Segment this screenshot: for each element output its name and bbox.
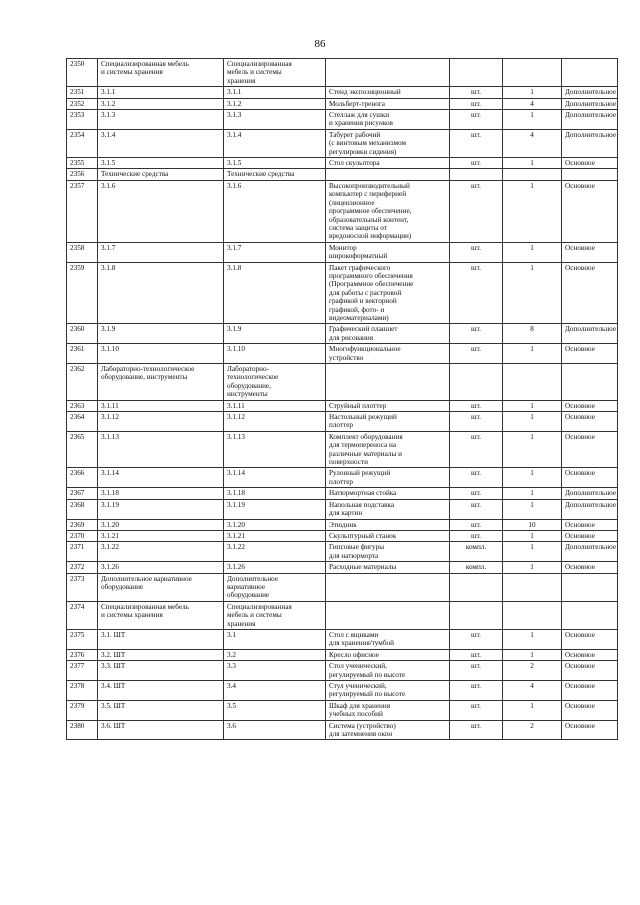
unit-cell: шт. <box>450 488 503 499</box>
equipment-type-cell: Основное <box>562 562 618 573</box>
section-code-cell: 3.1.13 <box>98 431 224 468</box>
section-code-cell: 3.1.19 <box>98 499 224 519</box>
row-number-cell: 2370 <box>67 530 98 541</box>
table-row <box>67 681 618 701</box>
section-code-cell: 3.1.5 <box>98 158 224 169</box>
unit-cell <box>450 364 503 401</box>
row-number-cell: 2353 <box>67 110 98 130</box>
section-code-cell: 3.1.9 <box>98 324 224 344</box>
table-row <box>67 180 618 242</box>
table-row <box>67 519 618 530</box>
quantity-cell: 1 <box>503 344 562 364</box>
item-name-cell: Стол с ящиками для хранения/тумбой <box>326 629 450 649</box>
item-code-cell: 3.1.9 <box>224 324 326 344</box>
table-row <box>67 87 618 98</box>
item-name-cell: Мольберт-тренога <box>326 98 450 109</box>
table-row <box>67 344 618 364</box>
section-code-cell: 3.6. ШТ <box>98 720 224 740</box>
table-row <box>67 530 618 541</box>
equipment-type-cell: Основное <box>562 649 618 660</box>
quantity-cell: 1 <box>503 530 562 541</box>
quantity-cell <box>503 601 562 629</box>
row-number-cell: 2379 <box>67 700 98 720</box>
equipment-type-cell: Дополнительное <box>562 129 618 157</box>
quantity-cell <box>503 364 562 401</box>
table-row <box>67 562 618 573</box>
item-code-cell: Специализированная мебель и системы хранения <box>224 601 326 629</box>
section-code-cell: 3.1.26 <box>98 562 224 573</box>
row-number-cell: 2351 <box>67 87 98 98</box>
unit-cell: шт. <box>450 98 503 109</box>
quantity-cell: 1 <box>503 468 562 488</box>
unit-cell: шт. <box>450 324 503 344</box>
row-number-cell: 2359 <box>67 262 98 324</box>
quantity-cell: 1 <box>503 629 562 649</box>
quantity-cell: 1 <box>503 431 562 468</box>
section-code-cell: Технические средства <box>98 169 224 180</box>
item-code-cell: 3.2 <box>224 649 326 660</box>
row-number-cell: 2356 <box>67 169 98 180</box>
equipment-type-cell <box>562 364 618 401</box>
table-row <box>67 110 618 130</box>
row-number-cell: 2367 <box>67 488 98 499</box>
equipment-table <box>66 58 618 740</box>
table-row <box>67 468 618 488</box>
equipment-type-cell: Основное <box>562 681 618 701</box>
equipment-type-cell: Дополнительное <box>562 87 618 98</box>
quantity-cell: 2 <box>503 661 562 681</box>
equipment-type-cell: Основное <box>562 180 618 242</box>
table-row <box>67 364 618 401</box>
unit-cell: шт. <box>450 629 503 649</box>
item-name-cell: Система (устройство) для затемнения окон <box>326 720 450 740</box>
row-number-cell: 2350 <box>67 59 98 87</box>
item-code-cell: 3.1.22 <box>224 542 326 562</box>
item-name-cell: Скульптурный станок <box>326 530 450 541</box>
table-row <box>67 542 618 562</box>
equipment-type-cell: Основное <box>562 530 618 541</box>
quantity-cell: 4 <box>503 98 562 109</box>
equipment-type-cell: Основное <box>562 242 618 262</box>
item-code-cell: 3.1.26 <box>224 562 326 573</box>
unit-cell: шт. <box>450 87 503 98</box>
equipment-type-cell: Дополнительное <box>562 499 618 519</box>
section-code-cell: 3.1.8 <box>98 262 224 324</box>
item-code-cell: 3.1.3 <box>224 110 326 130</box>
unit-cell <box>450 573 503 601</box>
unit-cell: шт. <box>450 110 503 130</box>
quantity-cell: 4 <box>503 681 562 701</box>
unit-cell: шт. <box>450 344 503 364</box>
row-number-cell: 2369 <box>67 519 98 530</box>
item-code-cell: 3.1.4 <box>224 129 326 157</box>
row-number-cell: 2378 <box>67 681 98 701</box>
item-code-cell: 3.1.8 <box>224 262 326 324</box>
row-number-cell: 2354 <box>67 129 98 157</box>
equipment-type-cell: Основное <box>562 431 618 468</box>
equipment-type-cell: Дополнительное <box>562 324 618 344</box>
item-code-cell: 3.1.1 <box>224 87 326 98</box>
table-row <box>67 700 618 720</box>
table-row <box>67 720 618 740</box>
unit-cell: шт. <box>450 720 503 740</box>
unit-cell: шт. <box>450 519 503 530</box>
item-code-cell: 3.1.20 <box>224 519 326 530</box>
unit-cell: компл. <box>450 562 503 573</box>
table-row <box>67 242 618 262</box>
equipment-type-cell <box>562 601 618 629</box>
section-code-cell: Специализированная мебель и системы хранения <box>98 601 224 629</box>
quantity-cell: 1 <box>503 87 562 98</box>
section-code-cell: Специализированная мебель и системы хранения <box>98 59 224 87</box>
item-name-cell: Стул ученический, регулируемый по высоте <box>326 681 450 701</box>
unit-cell: компл. <box>450 542 503 562</box>
quantity-cell: 10 <box>503 519 562 530</box>
section-code-cell: 3.3. ШТ <box>98 661 224 681</box>
item-code-cell: 3.1.13 <box>224 431 326 468</box>
quantity-cell: 1 <box>503 488 562 499</box>
item-name-cell: Стол скульптора <box>326 158 450 169</box>
quantity-cell: 1 <box>503 242 562 262</box>
item-name-cell: Многофункциональное устройство <box>326 344 450 364</box>
page-number: 86 <box>314 38 326 50</box>
unit-cell: шт. <box>450 129 503 157</box>
unit-cell: шт. <box>450 649 503 660</box>
item-code-cell: 3.1.14 <box>224 468 326 488</box>
equipment-type-cell: Дополнительное <box>562 110 618 130</box>
item-name-cell <box>326 169 450 180</box>
table-row <box>67 499 618 519</box>
equipment-type-cell: Основное <box>562 519 618 530</box>
table-row <box>67 98 618 109</box>
table-row <box>67 431 618 468</box>
quantity-cell: 1 <box>503 542 562 562</box>
item-code-cell: 3.4 <box>224 681 326 701</box>
table-row <box>67 661 618 681</box>
table-row <box>67 400 618 411</box>
item-code-cell: 3.1.18 <box>224 488 326 499</box>
row-number-cell: 2362 <box>67 364 98 401</box>
quantity-cell: 1 <box>503 700 562 720</box>
item-name-cell: Стол ученический, регулируемый по высоте <box>326 661 450 681</box>
equipment-type-cell <box>562 169 618 180</box>
item-code-cell: 3.1.19 <box>224 499 326 519</box>
item-name-cell: Монитор широкоформатный <box>326 242 450 262</box>
table-row <box>67 129 618 157</box>
equipment-type-cell: Основное <box>562 720 618 740</box>
row-number-cell: 2352 <box>67 98 98 109</box>
item-name-cell: Высокопроизводительный компьютер с периферией (лицензионное программное обеспечение, образовательный контент, система защиты от вредоносной информации) <box>326 180 450 242</box>
item-code-cell: 3.1 <box>224 629 326 649</box>
section-code-cell: 3.1.18 <box>98 488 224 499</box>
item-code-cell: 3.1.6 <box>224 180 326 242</box>
row-number-cell: 2373 <box>67 573 98 601</box>
item-name-cell: Гипсовые фигуры для натюрморта <box>326 542 450 562</box>
item-name-cell: Стенд экспозиционный <box>326 87 450 98</box>
equipment-type-cell: Основное <box>562 468 618 488</box>
unit-cell: шт. <box>450 262 503 324</box>
equipment-type-cell: Основное <box>562 700 618 720</box>
section-code-cell: 3.1. ШТ <box>98 629 224 649</box>
unit-cell: шт. <box>450 499 503 519</box>
item-name-cell: Натюрмортная стойка <box>326 488 450 499</box>
section-code-cell: Лабораторно-технологическое оборудование, инструменты <box>98 364 224 401</box>
item-code-cell: 3.1.21 <box>224 530 326 541</box>
section-code-cell: 3.1.11 <box>98 400 224 411</box>
item-name-cell <box>326 573 450 601</box>
equipment-type-cell: Дополнительное <box>562 488 618 499</box>
item-name-cell <box>326 364 450 401</box>
row-number-cell: 2355 <box>67 158 98 169</box>
item-code-cell: Лабораторно- технологическое оборудование, инструменты <box>224 364 326 401</box>
table-row <box>67 324 618 344</box>
item-code-cell: 3.1.5 <box>224 158 326 169</box>
table-row <box>67 601 618 629</box>
item-name-cell: Кресло офисное <box>326 649 450 660</box>
item-name-cell: Графический планшет для рисования <box>326 324 450 344</box>
unit-cell: шт. <box>450 158 503 169</box>
row-number-cell: 2368 <box>67 499 98 519</box>
section-code-cell: 3.1.2 <box>98 98 224 109</box>
quantity-cell: 1 <box>503 562 562 573</box>
quantity-cell: 1 <box>503 180 562 242</box>
unit-cell: шт. <box>450 661 503 681</box>
unit-cell: шт. <box>450 242 503 262</box>
equipment-type-cell: Основное <box>562 262 618 324</box>
quantity-cell: 1 <box>503 400 562 411</box>
quantity-cell: 1 <box>503 158 562 169</box>
item-name-cell: Рулонный режущий плоттер <box>326 468 450 488</box>
item-name-cell <box>326 59 450 87</box>
table-row <box>67 573 618 601</box>
table-body <box>67 59 618 740</box>
section-code-cell: 3.1.3 <box>98 110 224 130</box>
unit-cell: шт. <box>450 530 503 541</box>
item-name-cell <box>326 601 450 629</box>
quantity-cell <box>503 169 562 180</box>
item-name-cell: Этюдник <box>326 519 450 530</box>
table-row <box>67 59 618 87</box>
section-code-cell: 3.1.6 <box>98 180 224 242</box>
unit-cell: шт. <box>450 180 503 242</box>
quantity-cell: 1 <box>503 412 562 432</box>
row-number-cell: 2365 <box>67 431 98 468</box>
table-row <box>67 629 618 649</box>
table-row <box>67 169 618 180</box>
row-number-cell: 2364 <box>67 412 98 432</box>
item-code-cell: Дополнительное вариативное оборудование <box>224 573 326 601</box>
item-code-cell: 3.3 <box>224 661 326 681</box>
section-code-cell: 3.1.7 <box>98 242 224 262</box>
equipment-type-cell: Основное <box>562 344 618 364</box>
item-name-cell: Шкаф для хранения учебных пособий <box>326 700 450 720</box>
row-number-cell: 2363 <box>67 400 98 411</box>
section-code-cell: Дополнительное вариативное оборудование <box>98 573 224 601</box>
equipment-type-cell: Основное <box>562 412 618 432</box>
unit-cell: шт. <box>450 468 503 488</box>
unit-cell: шт. <box>450 412 503 432</box>
section-code-cell: 3.1.14 <box>98 468 224 488</box>
equipment-type-cell: Основное <box>562 629 618 649</box>
unit-cell: шт. <box>450 700 503 720</box>
item-name-cell: Расходные материалы <box>326 562 450 573</box>
quantity-cell: 8 <box>503 324 562 344</box>
row-number-cell: 2358 <box>67 242 98 262</box>
equipment-type-cell: Основное <box>562 400 618 411</box>
section-code-cell: 3.5. ШТ <box>98 700 224 720</box>
table-row <box>67 412 618 432</box>
item-name-cell: Пакет графического программного обеспечения (Программное обеспечение для работы с растровой графикой и векторной графикой, фото- и видеоматериалами) <box>326 262 450 324</box>
section-code-cell: 3.2. ШТ <box>98 649 224 660</box>
table-row <box>67 488 618 499</box>
item-code-cell: 3.5 <box>224 700 326 720</box>
item-code-cell: 3.1.11 <box>224 400 326 411</box>
row-number-cell: 2374 <box>67 601 98 629</box>
item-code-cell: Специализированная мебель и системы хранения <box>224 59 326 87</box>
table-row <box>67 649 618 660</box>
section-code-cell: 3.1.1 <box>98 87 224 98</box>
quantity-cell <box>503 573 562 601</box>
table-row <box>67 262 618 324</box>
equipment-type-cell: Основное <box>562 661 618 681</box>
equipment-type-cell: Дополнительное <box>562 98 618 109</box>
row-number-cell: 2376 <box>67 649 98 660</box>
item-name-cell: Напольная подставка для картин <box>326 499 450 519</box>
item-code-cell: 3.6 <box>224 720 326 740</box>
quantity-cell: 1 <box>503 110 562 130</box>
section-code-cell: 3.1.20 <box>98 519 224 530</box>
row-number-cell: 2380 <box>67 720 98 740</box>
item-name-cell: Табурет рабочий (с винтовым механизмом регулировки сидения) <box>326 129 450 157</box>
quantity-cell: 1 <box>503 262 562 324</box>
section-code-cell: 3.1.10 <box>98 344 224 364</box>
item-code-cell: 3.1.10 <box>224 344 326 364</box>
item-code-cell: 3.1.7 <box>224 242 326 262</box>
item-name-cell: Стеллаж для сушки и хранения рисунков <box>326 110 450 130</box>
row-number-cell: 2375 <box>67 629 98 649</box>
row-number-cell: 2360 <box>67 324 98 344</box>
quantity-cell: 1 <box>503 649 562 660</box>
section-code-cell: 3.1.4 <box>98 129 224 157</box>
equipment-type-cell: Дополнительное <box>562 542 618 562</box>
table-row <box>67 158 618 169</box>
row-number-cell: 2371 <box>67 542 98 562</box>
unit-cell <box>450 169 503 180</box>
item-name-cell: Струйный плоттер <box>326 400 450 411</box>
section-code-cell: 3.4. ШТ <box>98 681 224 701</box>
quantity-cell: 4 <box>503 129 562 157</box>
unit-cell <box>450 601 503 629</box>
item-code-cell: 3.1.12 <box>224 412 326 432</box>
section-code-cell: 3.1.22 <box>98 542 224 562</box>
item-code-cell: 3.1.2 <box>224 98 326 109</box>
section-code-cell: 3.1.12 <box>98 412 224 432</box>
item-name-cell: Комплект оборудования для термопереноса на различные материалы и поверхности <box>326 431 450 468</box>
equipment-type-cell: Основное <box>562 158 618 169</box>
row-number-cell: 2357 <box>67 180 98 242</box>
unit-cell <box>450 59 503 87</box>
equipment-type-cell <box>562 573 618 601</box>
unit-cell: шт. <box>450 400 503 411</box>
equipment-type-cell <box>562 59 618 87</box>
quantity-cell: 1 <box>503 499 562 519</box>
row-number-cell: 2361 <box>67 344 98 364</box>
row-number-cell: 2372 <box>67 562 98 573</box>
item-code-cell: Технические средства <box>224 169 326 180</box>
row-number-cell: 2377 <box>67 661 98 681</box>
quantity-cell: 2 <box>503 720 562 740</box>
unit-cell: шт. <box>450 431 503 468</box>
unit-cell: шт. <box>450 681 503 701</box>
item-name-cell: Настольный режущий плоттер <box>326 412 450 432</box>
quantity-cell <box>503 59 562 87</box>
row-number-cell: 2366 <box>67 468 98 488</box>
section-code-cell: 3.1.21 <box>98 530 224 541</box>
